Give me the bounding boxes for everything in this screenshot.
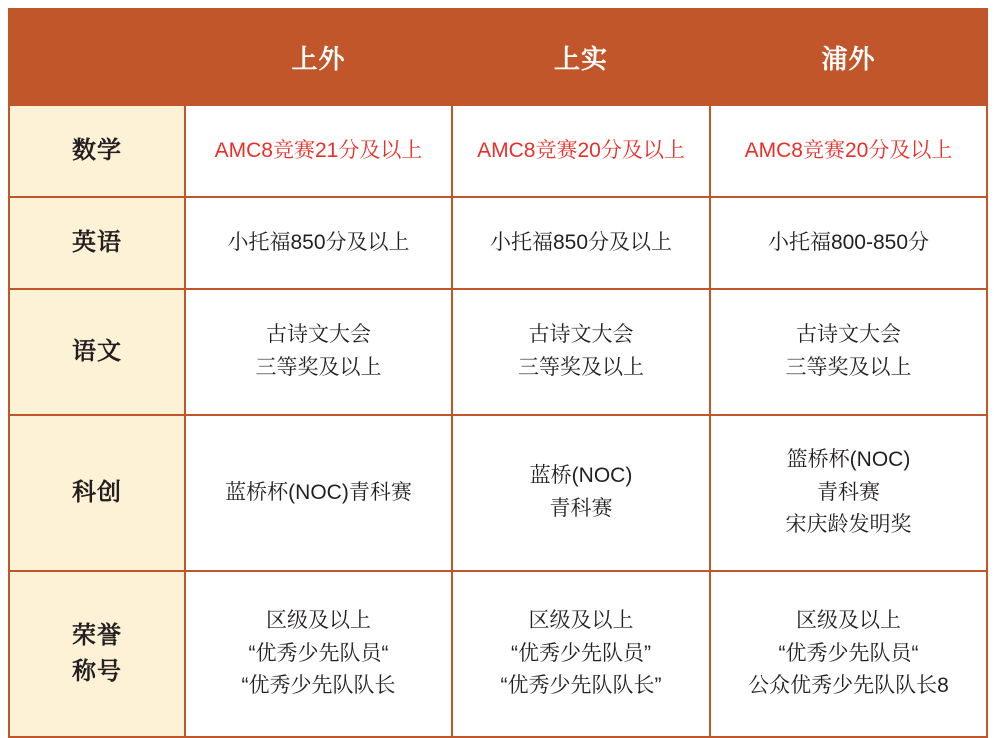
cell-math-shangwai bbox=[185, 105, 452, 197]
cell-line: 区级及以上 bbox=[528, 609, 634, 633]
cell-line: AMC8竞赛20分及以上 bbox=[744, 138, 953, 162]
table-row bbox=[9, 289, 987, 415]
cell-honor-puwai bbox=[710, 571, 987, 737]
cell-line: “优秀少先队员“ bbox=[778, 641, 919, 665]
cell-math-puwai bbox=[710, 105, 987, 197]
row-label-line: 称号 bbox=[72, 658, 122, 685]
requirements-table bbox=[8, 8, 988, 738]
cell-math-shangshi bbox=[452, 105, 710, 197]
cell-sci-shangwai bbox=[185, 415, 452, 571]
cell-line: “优秀少先队队长” bbox=[500, 674, 662, 698]
row-label-english: 英语 bbox=[9, 197, 185, 289]
cell-sci-puwai bbox=[710, 415, 987, 571]
cell-line: 三等奖及以上 bbox=[518, 356, 644, 379]
row-label-sci: 科创 bbox=[9, 415, 185, 571]
cell-chinese-shangwai bbox=[185, 289, 452, 415]
cell-chinese-shangshi bbox=[452, 289, 710, 415]
table-header bbox=[9, 9, 987, 105]
table-corner-cell bbox=[9, 9, 185, 105]
cell-line: 公众优秀少先队队长8 bbox=[748, 674, 949, 698]
cell-line: AMC8竞赛20分及以上 bbox=[477, 138, 685, 162]
cell-line: 蓝桥杯(NOC)青科赛 bbox=[225, 480, 412, 504]
cell-honor-shangshi bbox=[452, 571, 710, 737]
cell-line: 古诗文大会 bbox=[528, 323, 634, 347]
cell-english-shangwai bbox=[185, 197, 452, 289]
document-sheet bbox=[0, 8, 994, 698]
table-row bbox=[9, 571, 987, 737]
cell-line: 青科赛 bbox=[549, 497, 613, 520]
cell-line: 蓝桥(NOC) bbox=[529, 464, 633, 488]
cell-line: 宋庆龄发明奖 bbox=[785, 513, 912, 537]
cell-line: 篮桥杯(NOC) bbox=[786, 448, 911, 472]
cell-line: 古诗文大会 bbox=[796, 323, 901, 347]
cell-line: “优秀少先队员“ bbox=[248, 641, 389, 665]
row-label-chinese: 语文 bbox=[9, 289, 185, 415]
table-body bbox=[9, 105, 987, 737]
table-row bbox=[9, 105, 987, 197]
cell-line: 小托福800-850分 bbox=[767, 230, 930, 254]
row-label-math: 数学 bbox=[9, 105, 185, 197]
cell-english-puwai bbox=[710, 197, 987, 289]
cell-line: 青科赛 bbox=[817, 480, 880, 504]
cell-line: AMC8竞赛21分及以上 bbox=[214, 138, 423, 162]
cell-line: “优秀少先队员” bbox=[511, 641, 651, 665]
cell-sci-shangshi bbox=[452, 415, 710, 571]
column-header-shangshi: 上实 bbox=[452, 9, 710, 105]
cell-english-shangshi bbox=[452, 197, 710, 289]
table-header-row bbox=[9, 9, 987, 105]
cell-honor-shangwai bbox=[185, 571, 452, 737]
table-row bbox=[9, 415, 987, 571]
cell-line: “优秀少先队队长 bbox=[241, 674, 396, 698]
row-label-honor bbox=[9, 571, 185, 737]
cell-line: 三等奖及以上 bbox=[255, 356, 382, 379]
cell-line: 区级及以上 bbox=[266, 609, 371, 633]
cell-line: 小托福850分及以上 bbox=[227, 230, 410, 254]
cell-line: 三等奖及以上 bbox=[785, 356, 912, 379]
cell-line: 区级及以上 bbox=[796, 609, 901, 633]
cell-line: 小托福850分及以上 bbox=[489, 230, 673, 254]
column-header-puwai: 浦外 bbox=[710, 9, 987, 105]
cell-chinese-puwai bbox=[710, 289, 987, 415]
cell-line: 古诗文大会 bbox=[266, 323, 371, 347]
column-header-shangwai: 上外 bbox=[185, 9, 452, 105]
row-label-line: 荣誉 bbox=[72, 622, 122, 649]
table-row bbox=[9, 197, 987, 289]
